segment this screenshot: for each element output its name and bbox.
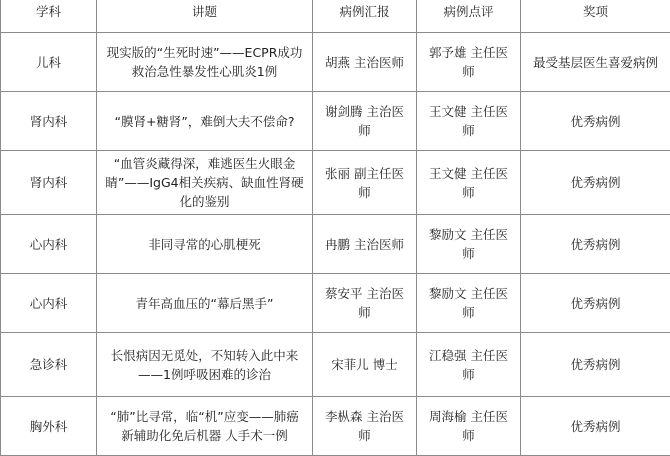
- table-row: [1, 397, 670, 456]
- cell-department: 心内科: [1, 274, 97, 333]
- header-reporter: 病例汇报: [313, 0, 417, 33]
- cell-department: 儿科: [1, 33, 97, 92]
- cell-reporter: 张丽 副主任医师: [313, 151, 417, 215]
- cell-department: 肾内科: [1, 92, 97, 151]
- cell-reporter: 李枞森 主治医师: [313, 397, 417, 456]
- cell-reviewer: 黎励文 主任医师: [417, 274, 521, 333]
- cell-department: 心内科: [1, 215, 97, 274]
- cell-department: 胸外科: [1, 397, 97, 456]
- table-row: [1, 92, 670, 151]
- cell-topic: 青年高血压的“幕后黑手”: [97, 274, 313, 333]
- cell-topic: 现实版的“生死时速”——ECPR成功救治急性暴发性心肌炎1例: [97, 33, 313, 92]
- cell-award: 优秀病例: [521, 92, 670, 151]
- table-row: [1, 215, 670, 274]
- table-row: [1, 33, 670, 92]
- table-header-row: [1, 0, 670, 33]
- cell-reporter: 蔡安平 主治医师: [313, 274, 417, 333]
- table-row: [1, 151, 670, 215]
- cell-reporter: 冉鹏 主治医师: [313, 215, 417, 274]
- cell-reporter: 谢剑腾 主治医师: [313, 92, 417, 151]
- cell-topic: “肺”比寻常，临“机”应变——肺癌新辅助化免后机器 人手术一例: [97, 397, 313, 456]
- cell-reviewer: 王文健 主任医师: [417, 151, 521, 215]
- header-topic: 讲题: [97, 0, 313, 33]
- cell-topic: “血管炎藏得深，难逃医生火眼金睛”——IgG4相关疾病、缺血性肾硬化的鉴别: [97, 151, 313, 215]
- cell-award: 优秀病例: [521, 151, 670, 215]
- cell-department: 肾内科: [1, 151, 97, 215]
- cell-award: 优秀病例: [521, 333, 670, 397]
- cell-topic: 非同寻常的心肌梗死: [97, 215, 313, 274]
- cell-reporter: 宋菲儿 博士: [313, 333, 417, 397]
- header-award: 奖项: [521, 0, 670, 33]
- header-reviewer: 病例点评: [417, 0, 521, 33]
- cell-reviewer: 郭予雄 主任医师: [417, 33, 521, 92]
- cell-reviewer: 黎励文 主任医师: [417, 215, 521, 274]
- cell-reviewer: 周海榆 主任医师: [417, 397, 521, 456]
- cell-award: 优秀病例: [521, 397, 670, 456]
- cell-department: 急诊科: [1, 333, 97, 397]
- cell-topic: 长恨病因无觅处，不知转入此中来——1例呼吸困难的诊治: [97, 333, 313, 397]
- cell-award: 最受基层医生喜爱病例: [521, 33, 670, 92]
- table-row: [1, 274, 670, 333]
- header-department: 学科: [1, 0, 97, 33]
- table-row: [1, 333, 670, 397]
- cell-award: 优秀病例: [521, 215, 670, 274]
- cell-reviewer: 王文健 主任医师: [417, 92, 521, 151]
- cell-reviewer: 江稳强 主任医师: [417, 333, 521, 397]
- cell-reporter: 胡燕 主治医师: [313, 33, 417, 92]
- cell-topic: “膜肾+糖肾”，难倒大夫不偿命?: [97, 92, 313, 151]
- cell-award: 优秀病例: [521, 274, 670, 333]
